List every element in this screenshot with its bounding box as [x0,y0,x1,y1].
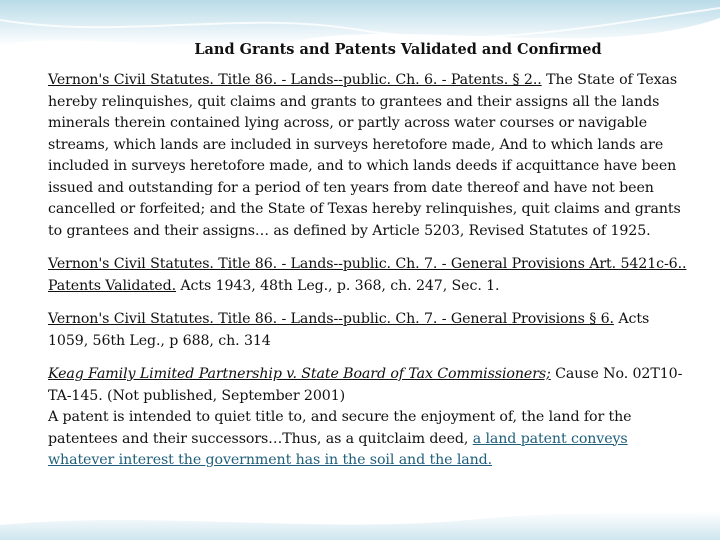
paragraph-keag-case [48,364,688,472]
paragraph-patents-text: The State of Texas hereby relinquishes, quit claims and grants to grantees and their assigns all the lands minerals therein contained lying across, or partly across water courses or navigable streams, which lands are included in surveys heretofore made, And to which lands are included in surveys heretofore made, and to which lands deeds if acquittance have been issued and outstanding for a period of ten years from date thereof and have not been cancelled or forfeited; and the State of Texas hereby relinquishes, quit claims and grants to grantees and their assigns… as defined by Article 5203, Revised Statutes of 1925. [48,72,681,239]
paragraph-patents-validated [48,254,688,297]
paragraph-general-provisions [48,309,688,352]
document-body [48,40,688,484]
paragraph-general-provisions-text: Acts 1059, 56th Leg., p 688, ch. 314 [48,311,650,349]
paragraph-patents [48,70,688,242]
land-patent-link[interactable]: a land patent conveys whatever interest the government has in the soil and the land. [48,430,628,468]
bottom-decorative-wave [0,505,720,540]
citation-patents[interactable]: Vernon's Civil Statutes. Title 86. - Lands--public. Ch. 6. - Patents. § 2.. [48,72,542,88]
case-cause-number: Cause No. 02T10-TA-145. (Not published, September 2001) [48,366,683,404]
case-body-text: A patent is intended to quiet title to, and secure the enjoyment of, the land for the patentees and their successors…Thus, as a quitclaim deed, [48,409,632,447]
case-citation[interactable]: Keag Family Limited Partnership v. State Board of Tax Commissioners; [48,366,551,382]
page-title: Land Grants and Patents Validated and Confirmed [194,41,602,58]
citation-general-provisions[interactable]: Vernon's Civil Statutes. Title 86. - Lands--public. Ch. 7. - General Provisions § 6. [48,311,614,327]
paragraph-patents-validated-text: Acts 1943, 48th Leg., p. 368, ch. 247, Sec. 1. [176,277,500,294]
citation-patents-validated[interactable]: Vernon's Civil Statutes. Title 86. - Lands--public. Ch. 7. - General Provisions Art. 5421c-6.. Patents Validated. [48,256,687,294]
